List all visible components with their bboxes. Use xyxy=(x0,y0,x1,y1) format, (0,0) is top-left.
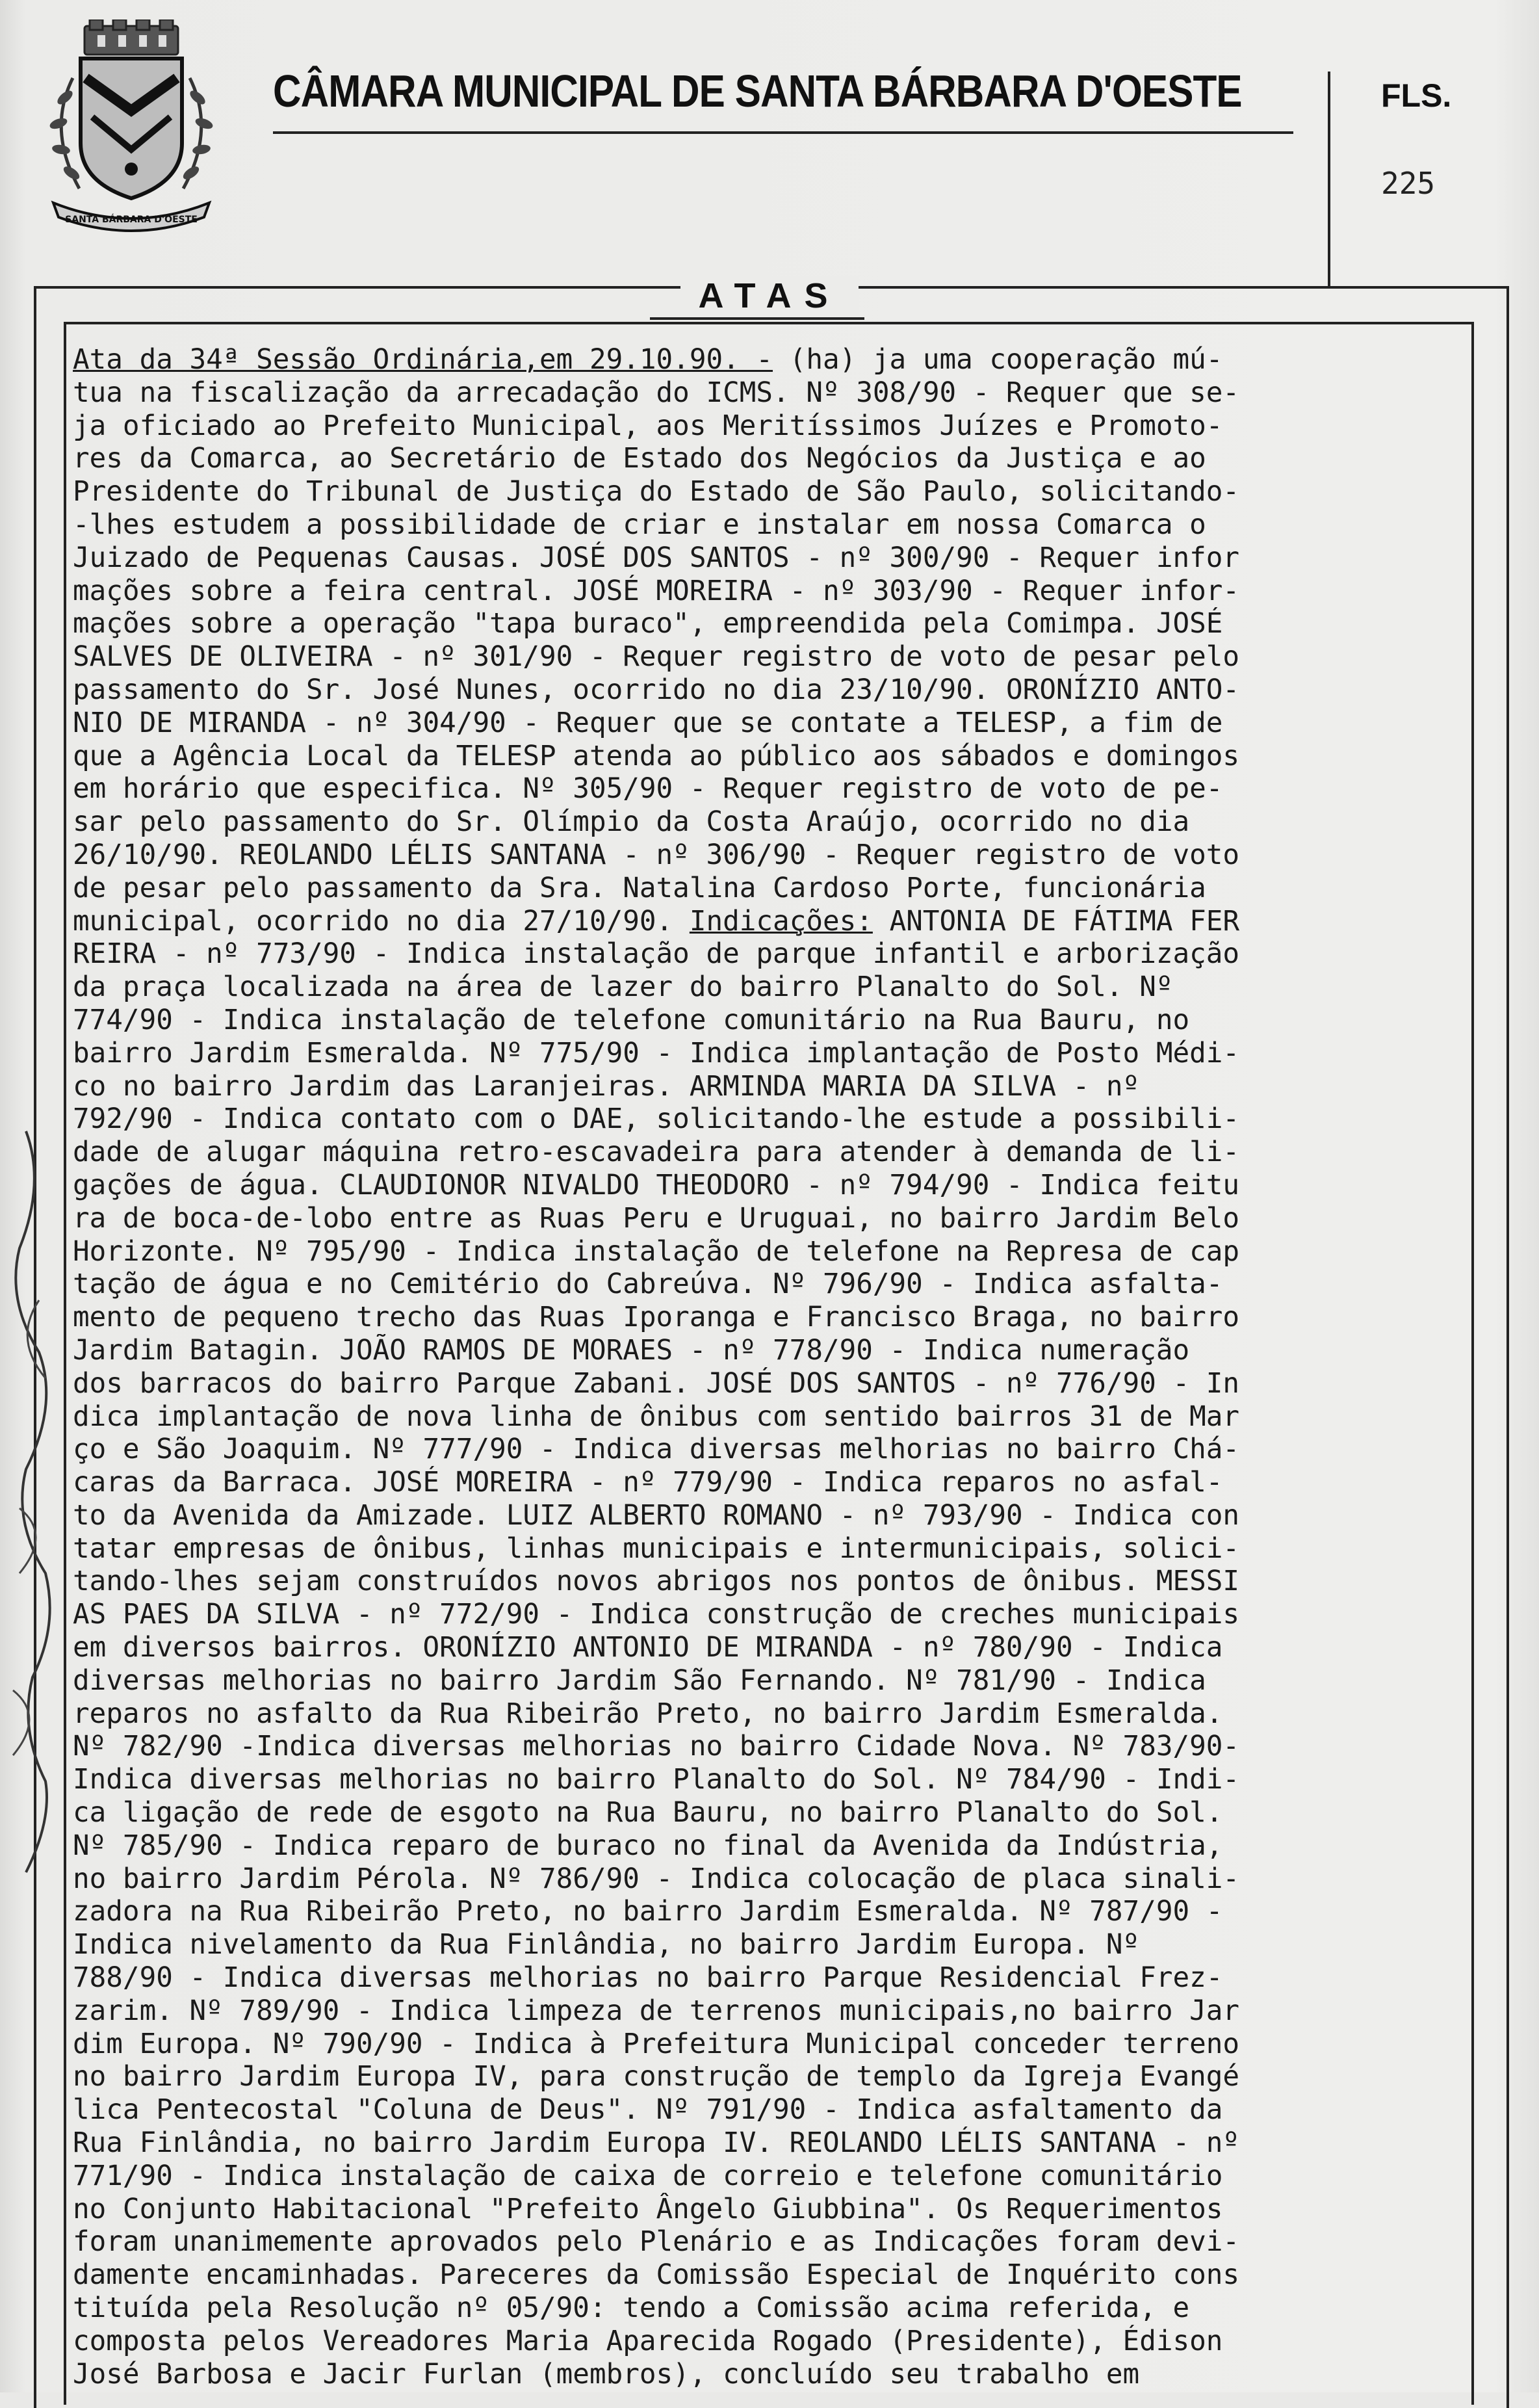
text-line: mações sobre a operação "tapa buraco", empreendida pela Comimpa. JOSÉ xyxy=(73,607,1223,640)
text-line: ra de boca-de-lobo entre as Ruas Peru e Uruguai, no bairro Jardim Belo xyxy=(73,1201,1240,1235)
text-line: que a Agência Local da TELESP atenda ao público aos sábados e domingos xyxy=(73,739,1240,772)
text-line: 788/90 - Indica diversas melhorias no bairro Parque Residencial Frez- xyxy=(73,1961,1223,1995)
text-line: tando-lhes sejam construídos novos abrigos nos pontos de ônibus. MESSI xyxy=(73,1565,1240,1598)
text-line: ca ligação de rede de esgoto na Rua Bauru, no bairro Planalto do Sol. xyxy=(73,1796,1223,1829)
text-line: José Barbosa e Jacir Furlan (membros), concluído seu trabalho em xyxy=(73,2357,1140,2390)
text-line: tua na fiscalização da arrecadação do ICMS. Nº 308/90 - Requer que se- xyxy=(73,376,1240,409)
text-line: NIO DE MIRANDA - nº 304/90 - Requer que se contate a TELESP, a fim de xyxy=(73,706,1223,739)
text-line: -lhes estudem a possibilidade de criar e instalar em nossa Comarca o xyxy=(73,508,1206,541)
margin-signature-icon xyxy=(0,1105,71,1885)
text-line: tituída pela Resolução nº 05/90: tendo a Comissão acima referida, e xyxy=(73,2292,1190,2325)
text-line: Nº 785/90 - Indica reparo de buraco no final da Avenida da Indústria, xyxy=(73,1829,1223,1862)
crest-motto: SANTA BÁRBARA D'OESTE xyxy=(65,215,198,225)
text-line: zadora na Rua Ribeirão Preto, no bairro Jardim Esmeralda. Nº 787/90 - xyxy=(73,1895,1223,1928)
municipal-crest-icon xyxy=(34,20,229,234)
indicacoes-line xyxy=(73,905,1464,938)
text-line: Indica diversas melhorias no bairro Planalto do Sol. Nº 784/90 - Indi- xyxy=(73,1763,1240,1796)
text-line: damente encaminhadas. Pareceres da Comissão Especial de Inquérito cons xyxy=(73,2258,1240,2292)
text-line: Rua Finlândia, no bairro Jardim Europa IV. REOLANDO LÉLIS SANTANA - nº xyxy=(73,2127,1240,2160)
text-line: no bairro Jardim Europa IV, para construção de templo da Igreja Evangé xyxy=(73,2060,1240,2093)
text-line: res da Comarca, ao Secretário de Estado dos Negócios da Justiça e ao xyxy=(73,442,1206,475)
text-line: ja oficiado ao Prefeito Municipal, aos Meritíssimos Juízes e Promoto- xyxy=(73,409,1223,442)
text-line: Indica nivelamento da Rua Finlândia, no bairro Jardim Europa. Nº xyxy=(73,1928,1140,1961)
text-line: zarim. Nº 789/90 - Indica limpeza de terrenos municipais,no bairro Jar xyxy=(73,1994,1240,2027)
text-line: AS PAES DA SILVA - nº 772/90 - Indica construção de creches municipais xyxy=(73,1598,1240,1631)
text-line: da praça localizada na área de lazer do bairro Planalto do Sol. Nº xyxy=(73,971,1173,1004)
text-line: REIRA - nº 773/90 - Indica instalação de parque infantil e arborização xyxy=(73,937,1240,971)
text-line: bairro Jardim Esmeralda. Nº 775/90 - Indica implantação de Posto Médi- xyxy=(73,1036,1240,1069)
text-line: SALVES DE OLIVEIRA - nº 301/90 - Requer registro de voto de pesar pelo xyxy=(73,640,1240,674)
section-title-wrap xyxy=(0,276,1539,316)
text-line: Nº 782/90 -Indica diversas melhorias no bairro Cidade Nova. Nº 783/90- xyxy=(73,1730,1240,1763)
text-line: de pesar pelo passamento da Sra. Natalina Cardoso Porte, funcionária xyxy=(73,871,1206,904)
folio-label: FLS. xyxy=(1381,77,1452,114)
section-title-underline xyxy=(650,317,864,320)
text-line: lica Pentecostal "Coluna de Deus". Nº 791/90 - Indica asfaltamento da xyxy=(73,2093,1223,2127)
text-line: gações de água. CLAUDIONOR NIVALDO THEODORO - nº 794/90 - Indica feitu xyxy=(73,1168,1240,1201)
text-line: em diversos bairros. ORONÍZIO ANTONIO DE MIRANDA - nº 780/90 - Indica xyxy=(73,1631,1223,1664)
text-line: foram unanimemente aprovados pelo Plenário e as Indicações foram devi- xyxy=(73,2225,1240,2258)
text-line: tação de água e no Cemitério do Cabreúva. Nº 796/90 - Indica asfalta- xyxy=(73,1268,1223,1301)
text-line: ço e São Joaquim. Nº 777/90 - Indica diversas melhorias no bairro Chá- xyxy=(73,1433,1240,1466)
text-line: mento de pequeno trecho das Ruas Iporanga e Francisco Braga, no bairro xyxy=(73,1301,1240,1334)
text-line: no Conjunto Habitacional "Prefeito Ângelo Giubbina". Os Requerimentos xyxy=(73,2192,1223,2225)
minutes-heading-continuation: (ha) ja uma cooperação mú- xyxy=(773,343,1223,376)
text-line: Presidente do Tribunal de Justiça do Estado de São Paulo, solicitando- xyxy=(73,475,1240,508)
text-line: to da Avenida da Amizade. LUIZ ALBERTO ROMANO - nº 793/90 - Indica con xyxy=(73,1498,1240,1532)
folio-number: 225 xyxy=(1381,166,1436,201)
indicacoes-label: Indicações: xyxy=(689,904,873,937)
indicacoes-post: ANTONIA DE FÁTIMA FER xyxy=(872,904,1240,937)
text-line: Jardim Batagin. JOÃO RAMOS DE MORAES - nº 778/90 - Indica numeração xyxy=(73,1333,1190,1367)
text-line: dos barracos do bairro Parque Zabani. JOSÉ DOS SANTOS - nº 776/90 - In xyxy=(73,1367,1240,1400)
header-underline xyxy=(273,131,1293,134)
text-line: em horário que especifica. Nº 305/90 - Requer registro de voto de pe- xyxy=(73,772,1223,805)
header-divider xyxy=(1328,72,1330,286)
text-line: dade de alugar máquina retro-escavadeira para atender à demanda de li- xyxy=(73,1136,1240,1169)
text-line: dica implantação de nova linha de ônibus com sentido bairros 31 de Mar xyxy=(73,1400,1240,1433)
text-line: reparos no asfalto da Rua Ribeirão Preto, no bairro Jardim Esmeralda. xyxy=(73,1697,1223,1730)
institution-title: CÂMARA MUNICIPAL DE SANTA BÁRBARA D'OESTE xyxy=(273,66,1242,116)
text-line: diversas melhorias no bairro Jardim São Fernando. Nº 781/90 - Indica xyxy=(73,1664,1206,1697)
text-line: caras da Barraca. JOSÉ MOREIRA - nº 779/90 - Indica reparos no asfal- xyxy=(73,1466,1223,1499)
indicacoes-pre: municipal, ocorrido no dia 27/10/90. xyxy=(73,904,690,937)
text-line: 774/90 - Indica instalação de telefone comunitário na Rua Bauru, no xyxy=(73,1003,1190,1036)
text-line: Horizonte. Nº 795/90 - Indica instalação de telefone na Represa de cap xyxy=(73,1235,1240,1268)
text-line: co no bairro Jardim das Laranjeiras. ARMINDA MARIA DA SILVA - nº xyxy=(73,1069,1140,1103)
text-line: composta pelos Vereadores Maria Aparecida Rogado (Presidente), Édison xyxy=(73,2324,1223,2357)
text-line: sar pelo passamento do Sr. Olímpio da Costa Araújo, ocorrido no dia xyxy=(73,805,1190,839)
text-line: tatar empresas de ônibus, linhas municipais e intermunicipais, solici- xyxy=(73,1532,1240,1565)
text-line: Juizado de Pequenas Causas. JOSÉ DOS SANTOS - nº 300/90 - Requer infor xyxy=(73,541,1240,574)
text-line: passamento do Sr. José Nunes, ocorrido no dia 23/10/90. ORONÍZIO ANTO- xyxy=(73,673,1240,706)
minutes-heading: Ata da 34ª Sessão Ordinária,em 29.10.90. - xyxy=(73,343,773,376)
text-line: 771/90 - Indica instalação de caixa de correio e telefone comunitário xyxy=(73,2159,1223,2192)
minutes-text xyxy=(73,343,1464,2390)
text-line: 792/90 - Indica contato com o DAE, solicitando-lhe estude a possibili- xyxy=(73,1103,1240,1136)
text-line: 26/10/90. REOLANDO LÉLIS SANTANA - nº 306/90 - Requer registro de voto xyxy=(73,838,1240,871)
text-line: mações sobre a feira central. JOSÉ MOREIRA - nº 303/90 - Requer infor- xyxy=(73,574,1240,607)
text-line: no bairro Jardim Pérola. Nº 786/90 - Indica colocação de placa sinali- xyxy=(73,1862,1240,1895)
section-title: ATAS xyxy=(680,276,859,316)
text-line: dim Europa. Nº 790/90 - Indica à Prefeitura Municipal conceder terreno xyxy=(73,2027,1240,2060)
minutes-heading-line xyxy=(73,343,1464,376)
